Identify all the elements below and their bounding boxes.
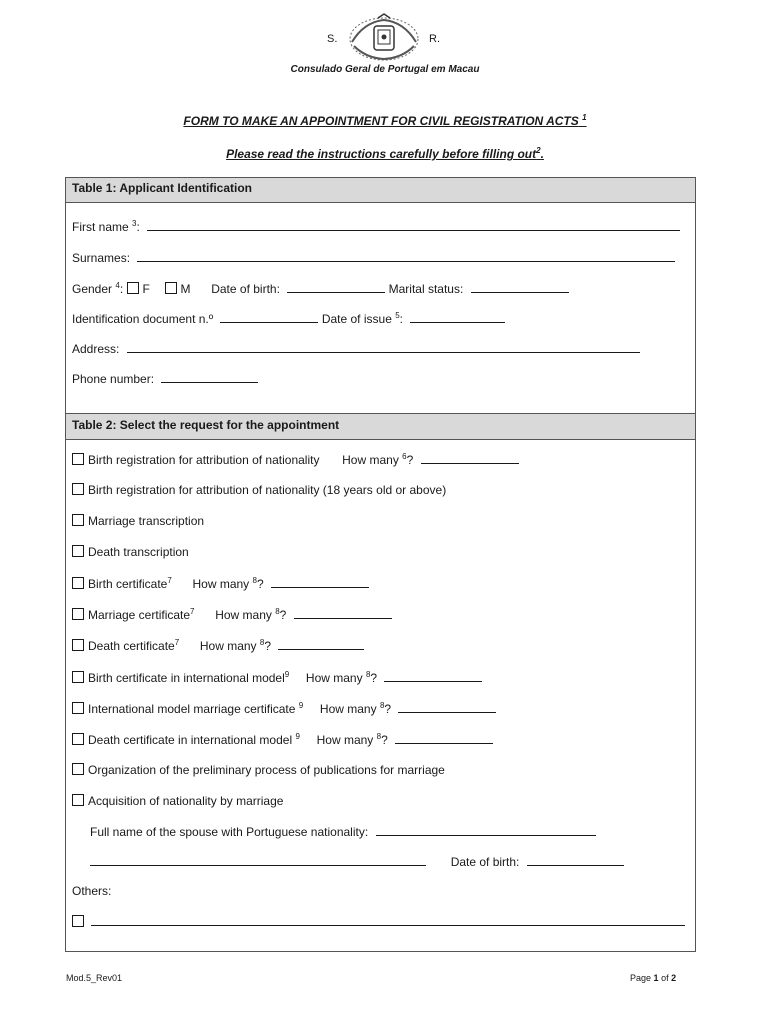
others-checkbox[interactable]: [72, 915, 84, 927]
how-many-field[interactable]: [278, 638, 364, 650]
request-item: Birth certificate$^7$ How many $^8$?: [72, 576, 369, 591]
footer-mod: Mod.5_Rev01: [66, 973, 123, 983]
form-title: FORM TO MAKE AN APPOINTMENT FOR CIVIL REGISTRATION ACTS $^1$: [183, 113, 587, 128]
request-checkbox[interactable]: [72, 639, 84, 651]
request-checkbox[interactable]: [72, 763, 84, 775]
how-many-field[interactable]: [294, 607, 392, 619]
others-label: Others:: [72, 884, 112, 898]
gender-m-checkbox[interactable]: [165, 282, 177, 294]
spouse-name-field[interactable]: [376, 824, 596, 836]
surnames-field[interactable]: [137, 250, 675, 262]
request-item: Birth registration for attribution of nationality How many $^6$?: [72, 452, 519, 467]
coat-of-arms-icon: [344, 12, 424, 62]
marital-status-field[interactable]: [471, 281, 569, 293]
request-checkbox[interactable]: [72, 794, 84, 806]
request-checkbox[interactable]: [72, 577, 84, 589]
spouse-name-continued-row: Date of birth:: [90, 854, 624, 869]
first-name-row: First name $^3$:: [72, 219, 680, 234]
gender-f-checkbox[interactable]: [127, 282, 139, 294]
header-r: R.: [429, 33, 440, 45]
phone-row: Phone number:: [72, 371, 258, 386]
request-item: Death certificate$^7$ How many $^8$?: [72, 638, 364, 653]
spouse-dob-field[interactable]: [527, 854, 624, 866]
request-item: Birth registration for attribution of nationality (18 years old or above): [72, 483, 446, 497]
request-checkbox[interactable]: [72, 733, 84, 745]
request-checkbox[interactable]: [72, 608, 84, 620]
how-many-field[interactable]: [421, 452, 519, 464]
request-item: Birth certificate in international model$^9$ How many $^8$?: [72, 670, 482, 685]
request-checkbox[interactable]: [72, 702, 84, 714]
request-checkbox[interactable]: [72, 453, 84, 465]
how-many-field[interactable]: [398, 701, 496, 713]
request-item: Death transcription: [72, 545, 189, 559]
header-s: S.: [327, 33, 338, 45]
first-name-field[interactable]: [147, 219, 680, 231]
request-item: Acquisition of nationality by marriage: [72, 794, 283, 808]
footer-page: Page 1 of 2: [630, 973, 677, 983]
request-item: Organization of the preliminary process of publications for marriage: [72, 763, 445, 777]
request-item: Marriage certificate$^7$ How many $^8$?: [72, 607, 392, 622]
table2-header: Table 2: Select the request for the appointment: [66, 413, 695, 440]
request-item: International model marriage certificate $^9$ How many $^8$?: [72, 701, 496, 716]
dob-field[interactable]: [287, 281, 385, 293]
request-item: Death certificate in international model $^9$ How many $^8$?: [72, 732, 493, 747]
others-field[interactable]: [91, 914, 685, 926]
request-checkbox[interactable]: [72, 545, 84, 557]
spouse-name-field-2[interactable]: [90, 854, 426, 866]
request-checkbox[interactable]: [72, 483, 84, 495]
request-item: Marriage transcription: [72, 514, 204, 528]
surnames-row: Surnames:: [72, 250, 675, 265]
consulate-name: Consulado Geral de Portugal em Macau: [290, 64, 480, 75]
spouse-name-row: Full name of the spouse with Portuguese nationality:: [90, 824, 596, 839]
how-many-field[interactable]: [271, 576, 369, 588]
date-of-issue-field[interactable]: [410, 311, 505, 323]
table1-header: Table 1: Applicant Identification: [66, 178, 695, 203]
form-subtitle: Please read the instructions carefully before filling out$^2$.: [226, 146, 544, 161]
phone-field[interactable]: [161, 371, 258, 383]
request-checkbox[interactable]: [72, 514, 84, 526]
id-document-field[interactable]: [220, 311, 318, 323]
how-many-field[interactable]: [395, 732, 493, 744]
address-field[interactable]: [127, 341, 640, 353]
gender-row: Gender $^4$: F M Date of birth: Marital status:: [72, 281, 569, 296]
id-document-row: Identification document n.º Date of issue $^5$:: [72, 311, 505, 326]
how-many-field[interactable]: [384, 670, 482, 682]
request-checkbox[interactable]: [72, 671, 84, 683]
others-row: [72, 914, 685, 929]
address-row: Address:: [72, 341, 640, 356]
